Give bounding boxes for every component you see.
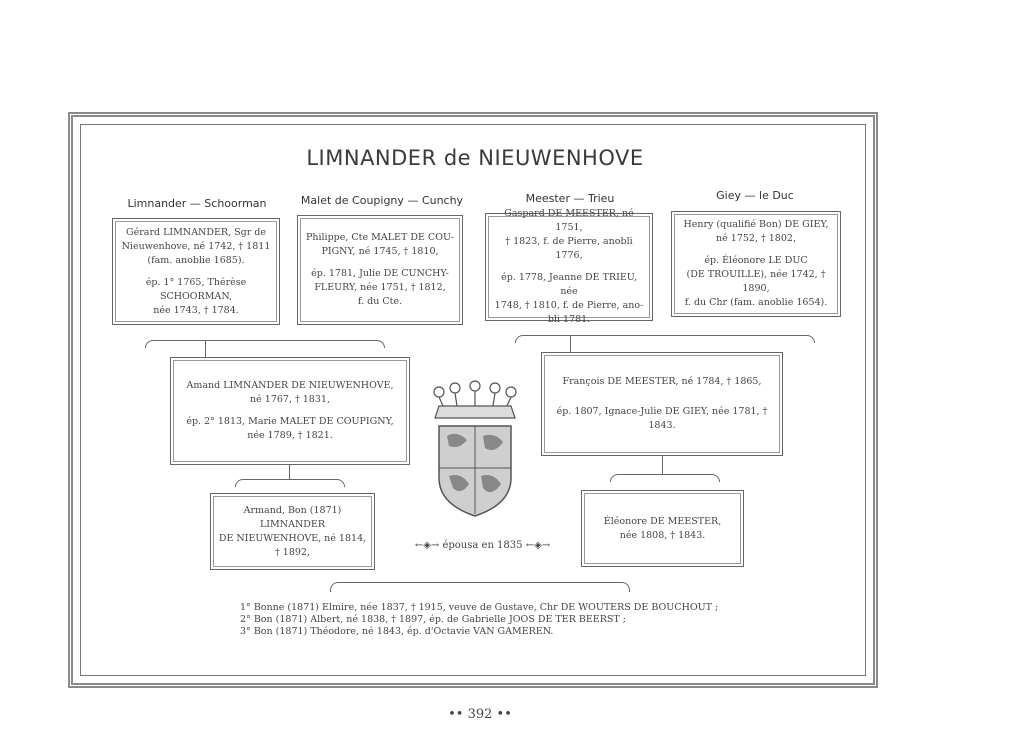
box-line: Gérard LIMNANDER, Sgr de	[126, 226, 266, 238]
box-line: f. du Cte.	[357, 296, 403, 307]
box-line: f. du Chr (fam. anoblie 1654).	[684, 297, 828, 308]
box-line: Armand, Bon (1871) LIMNANDER	[243, 504, 342, 530]
box-line: Nieuwenhove, né 1742, † 1811	[121, 240, 271, 252]
column-heading-meester: Meester — Trieu	[525, 192, 615, 205]
box-line: née 1743, † 1784.	[153, 304, 239, 316]
coat-of-arms-icon	[425, 378, 525, 520]
connector-stem	[289, 465, 290, 479]
box-line: Philippe, Cte MALET DE COU-	[305, 232, 455, 243]
box-line: Henry (qualifié Bon) DE GIEY,	[683, 219, 829, 230]
ornament-icon: ←◈→	[522, 540, 551, 551]
connector-brace	[610, 474, 720, 482]
box-line: ép. 1781, Julie DE CUNCHY-	[311, 268, 449, 279]
box-line: PIGNY, né 1745, † 1810,	[321, 246, 439, 257]
person-box-malet-cunchy	[297, 215, 463, 325]
marriage-note	[410, 540, 555, 551]
box-line: née 1789, † 1821.	[247, 430, 333, 441]
crown-icon	[434, 381, 516, 418]
person-box-meester-trieu	[485, 208, 653, 325]
box-line: ép. 1807, Ignace-Julie DE GIEY, née 1781, † 1843.	[556, 406, 768, 431]
person-box-giey-leduc	[671, 211, 841, 317]
box-line: ép. 1778, Jeanne DE TRIEU, née	[501, 272, 637, 297]
box-line: Gaspard DE MEESTER, né 1751,	[504, 208, 634, 233]
box-line: 1748, † 1810, f. de Pierre, ano-	[494, 300, 644, 311]
box-line: bli 1781.	[547, 314, 591, 325]
box-line: ép. 2° 1813, Marie MALET DE COUPIGNY,	[186, 416, 394, 427]
person-box-armand	[210, 493, 375, 570]
connector-brace-right	[515, 335, 815, 343]
column-heading-limnander: Limnander — Schoorman	[127, 197, 267, 210]
box-line: née 1808, † 1843.	[619, 529, 706, 541]
box-line: † 1823, f. de Pierre, anobli 1776,	[505, 236, 633, 261]
child-entry: 1° Bonne (1871) Elmire, née 1837, † 1915, veuve de Gustave, Chr DE WOUTERS DE BOUCHOUT ;	[240, 602, 719, 613]
ornament-icon: ←◈→	[414, 540, 443, 551]
child-entry: 2° Bon (1871) Albert, né 1838, † 1897, ép. de Gabrielle JOOS DE TER BEERST ;	[240, 614, 626, 625]
page-title: LIMNANDER de NIEUWENHOVE	[306, 146, 644, 170]
children-brace	[330, 582, 630, 592]
page-number: •• 392 ••	[448, 707, 512, 722]
person-box-limnander-schoorman	[112, 218, 280, 325]
box-line: FLEURY, née 1751, † 1812,	[314, 282, 446, 293]
connector-stem	[662, 456, 663, 474]
person-box-eleonore	[581, 490, 744, 567]
children-list	[240, 602, 719, 638]
box-line: ép. 1° 1765, Thérèse SCHOORMAN,	[145, 276, 247, 302]
connector-stem	[205, 340, 206, 358]
box-line: (fam. anoblie 1685).	[147, 254, 245, 266]
box-line: François DE MEESTER, né 1784, † 1865,	[562, 376, 762, 387]
box-line: ép. Éléonore LE DUC	[704, 255, 808, 266]
box-line: né 1767, † 1831,	[250, 394, 330, 405]
box-line: † 1892,	[275, 546, 310, 558]
child-entry: 3° Bon (1871) Théodore, né 1843, ép. d'Octavie VAN GAMEREN.	[240, 626, 554, 637]
connector-brace	[235, 479, 345, 487]
box-line: Éléonore DE MEESTER,	[603, 515, 722, 527]
column-heading-giey: Giey — le Duc	[716, 189, 794, 202]
marriage-text: épousa en 1835	[442, 540, 523, 551]
column-heading-malet: Malet de Coupigny — Cunchy	[300, 194, 464, 207]
person-box-francois-ignace	[541, 352, 783, 456]
person-box-amand-marie	[170, 357, 410, 465]
connector-brace-left	[145, 340, 385, 348]
box-line: né 1752, † 1802,	[716, 233, 796, 244]
connector-stem	[570, 335, 571, 353]
box-line: Amand LIMNANDER DE NIEUWENHOVE,	[186, 380, 394, 391]
box-line: (DE TROUILLE), née 1742, † 1890,	[686, 269, 826, 294]
box-line: DE NIEUWENHOVE, né 1814,	[218, 532, 367, 544]
